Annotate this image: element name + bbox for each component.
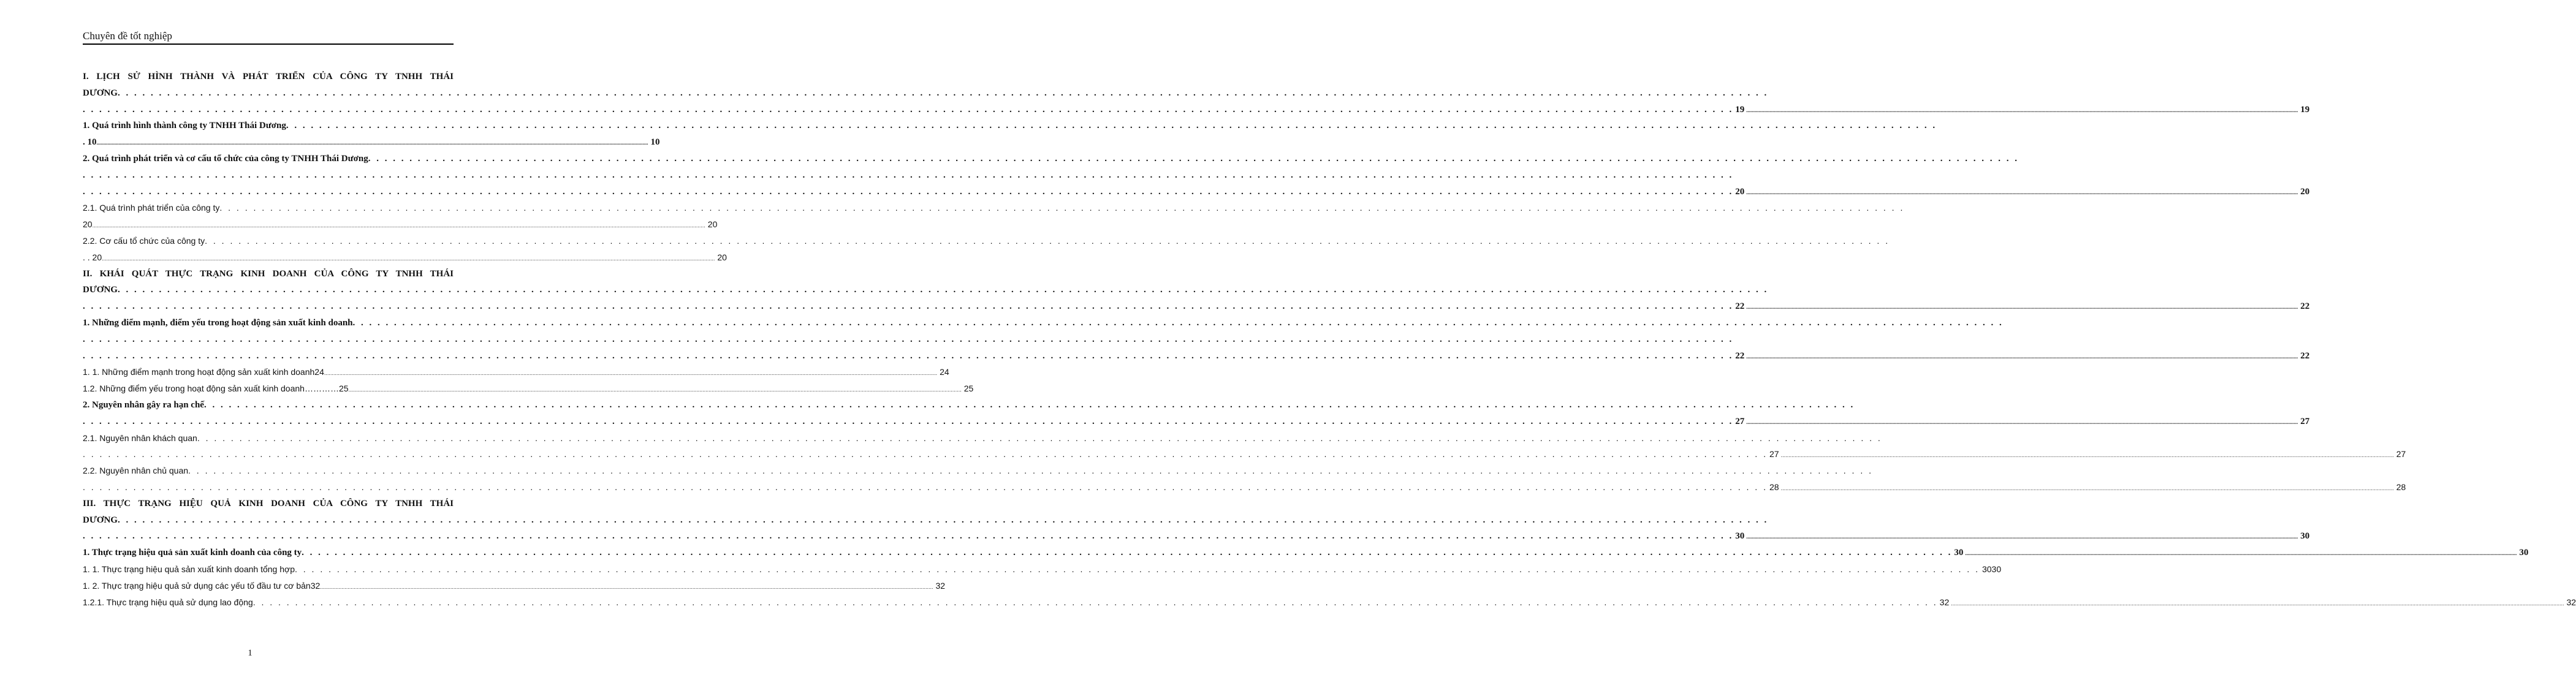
dot-leader: . . . . . . . . . . . . . . . . . . . . . . . . . . . . . . . . . . . . . . . . . . . . . . . . . . . . . . . . . . . . . . . . . . . . . . . . . . . . . . . . . . . . . . . . . . . . . . . . . . . . . . . . . . . . . . . . . . . . . . . . . . . . . . . . . . . . . . . . . . . . . . . . . . . . . . . . . . . . . . . . . . . . . . . . . . . . . . . . . . . . . . . . . . . . . . . . . . . . . . . . [203, 399, 1855, 410]
toc-page-number: 32 [935, 580, 946, 591]
toc-page-ref: 30 [1735, 531, 1745, 542]
toc-page-ref: 32 [1939, 597, 1950, 607]
dot-leader: . . . . . . . . . . . . . . . . . . . . . . . . . . . . . . . . . . . . . . . . . . . . . . . . . . . . . . . . . . . . . . . . . . . . . . . . . . . . . . . . . . . . . . . . . . . . . . . . . . . . . . . . . . . . . . . . . . . . . . . . . . . . . . . . . . . . . . . . . . . . . . . . . . . . . . . . . . . . . . . . . . . . . . . . . . . . . . . . . . . . . . . . . . . . . . . . . . . . . . . . [205, 235, 1890, 246]
toc-entry-text: I. LỊCH SỬ HÌNH THÀNH VÀ PHÁT TRIỂN CỦA CÔNG TY TNHH THÁI [83, 72, 454, 81]
dot-leader: . . . . . . . . . . . . . . . . . . . . . . . . . . . . . . . . . . . . . . . . . . . . . . . . . . . . . . . . . . . . . . . . . . . . . . . . . . . . . . . . . . . . . . . . . . . . . . . . . . . . . . . . . . . . . . . . . . . . . . . . . . . . . . . . . . . . . . . . . . . . . . . . . . . . . . . . . . . . . . . . . . . . . . . . . . . . . . . . . . . . . . . . . . . . . . . . . . . . . . . . [219, 203, 1905, 213]
dot-leader: ................................................................................................................................................................................................................................................................................................................................................................................................................ [1746, 107, 2298, 113]
dot-leader: ................................................................................................................................................................................................................................................................................................................................................................................................................ [102, 255, 715, 262]
dot-leader: ................................................................................................................................................................................................................................................................................................................................................................................................................ [1746, 418, 2298, 425]
toc-entry-text: 2.2. Cơ cấu tổ chức của công ty [83, 235, 205, 246]
dot-leader: . . . . . . . . . . . . . . . . . . . . . . . . . . . . . . . . . . . . . . . . . . . . . . . . . . . . . . . . . . . . . . . . . . . . . . . . . . . . . . . . . . . . . . . . . . . . . . . . . . . . . . . . . . . . . . . . . . . . . . . . . . . . . . . . . . . . . . . . . . . . . . . . . . . . . . . . . . . . . . . . . . . . . . . . . . . . . . . . . . . . . . . . . . . . . . . . . . . . . . . . [83, 186, 1734, 197]
dot-leader: . . . . . . . . . . . . . . . . . . . . . . . . . . . . . . . . . . . . . . . . . . . . . . . . . . . . . . . . . . . . . . . . . . . . . . . . . . . . . . . . . . . . . . . . . . . . . . . . . . . . . . . . . . . . . . . . . . . . . . . . . . . . . . . . . . . . . . . . . . . . . . . . . . . . . . . . . . . . . . . . . . . . . . . . . . . . . . . . . . . . . . . . . . . . . . . . . . . . . . . . [83, 170, 1734, 180]
toc-page-number: 27 [2300, 416, 2310, 426]
toc-entry-text: 1. Những điểm mạnh, điểm yếu trong hoạt động sản xuất kinh doanh [83, 317, 353, 328]
toc-entry-text: DƯƠNG [83, 88, 118, 98]
toc-entry-line[interactable] [83, 348, 2310, 365]
toc-entry-line[interactable] [83, 561, 2002, 578]
toc-page-number: 22 [2300, 301, 2310, 312]
toc-entry-text: 1. 1. Những điểm mạnh trong hoạt động sản xuất kinh doanh24 [83, 367, 324, 377]
dot-leader: ................................................................................................................................................................................................................................................................................................................................................................................................................ [1746, 304, 2298, 311]
dot-leader: . . . . . . . . . . . . . . . . . . . . . . . . . . . . . . . . . . . . . . . . . . . . . . . . . . . . . . . . . . . . . . . . . . . . . . . . . . . . . . . . . . . . . . . . . . . . . . . . . . . . . . . . . . . . . . . . . . . . . . . . . . . . . . . . . . . . . . . . . . . . . . . . . . . . . . . . . . . . . . . . . . . . . . . . . . . . . . . . . . . . . . . . . . . . . . . . . . . . . . . . [83, 416, 1734, 426]
toc-entry-line[interactable] [83, 578, 946, 594]
dot-leader: . . . . . . . . . . . . . . . . . . . . . . . . . . . . . . . . . . . . . . . . . . . . . . . . . . . . . . . . . . . . . . . . . . . . . . . . . . . . . . . . . . . . . . . . . . . . . . . . . . . . . . . . . . . . . . . . . . . . . . . . . . . . . . . . . . . . . . . . . . . . . . . . . . . . . . . . . . . . . . . . . . . . . . . . . . . . . . . . . . . . . . . . . . . . . . . . . . . . . . . . [197, 433, 1882, 443]
toc-entry-text: 1. 1. Thực trạng hiệu quả sản xuất kinh doanh tổng hợp [83, 564, 295, 574]
dot-leader: ................................................................................................................................................................................................................................................................................................................................................................................................................ [1746, 353, 2298, 360]
toc-page-ref: 22 [1735, 301, 1745, 312]
dot-leader: . . . . . . . . . . . . . . . . . . . . . . . . . . . . . . . . . . . . . . . . . . . . . . . . . . . . . . . . . . . . . . . . . . . . . . . . . . . . . . . . . . . . . . . . . . . . . . . . . . . . . . . . . . . . . . . . . . . . . . . . . . . . . . . . . . . . . . . . . . . . . . . . . . . . . . . . . . . . . . . . . . . . . . . . . . . . . . . . . . . . . . . . . . . . . . . . . . . . . . . . [83, 334, 1734, 344]
dot-leader: . . . . . . . . . . . . . . . . . . . . . . . . . . . . . . . . . . . . . . . . . . . . . . . . . . . . . . . . . . . . . . . . . . . . . . . . . . . . . . . . . . . . . . . . . . . . . . . . . . . . . . . . . . . . . . . . . . . . . . . . . . . . . . . . . . . . . . . . . . . . . . . . . . . . . . . . . . . . . . . . . . . . . . . . . . . . . . . . . . . . . . . . . . . . . . . . . . . . . . . . [83, 482, 1768, 492]
toc-entry-line[interactable] [83, 397, 1855, 414]
toc-page-ref: 27 [1769, 449, 1779, 459]
dot-leader: . . . . . . . . . . . . . . . . . . . . . . . . . . . . . . . . . . . . . . . . . . . . . . . . . . . . . . . . . . . . . . . . . . . . . . . . . . . . . . . . . . . . . . . . . . . . . . . . . . . . . . . . . . . . . . . . . . . . . . . . . . . . . . . . . . . . . . . . . . . . . . . . . . . . . . . . . . . . . . . . . . . . . . . . . . . . . . . . . . . . . . . . . . . . . . . . . . . . . . . . [83, 301, 1734, 312]
dot-leader: ................................................................................................................................................................................................................................................................................................................................................................................................................ [1746, 189, 2298, 195]
toc-entry-line[interactable] [83, 282, 1769, 298]
toc-page-ref: 27 [1735, 416, 1745, 426]
toc-page-ref: 28 [1769, 482, 1779, 492]
dot-leader: . . . . . . . . . . . . . . . . . . . . . . . . . . . . . . . . . . . . . . . . . . . . . . . . . . . . . . . . . . . . . . . . . . . . . . . . . . . . . . . . . . . . . . . . . . . . . . . . . . . . . . . . . . . . . . . . . . . . . . . . . . . . . . . . . . . . . . . . . . . . . . . . . . . . . . . . . . . . . . . . . . . . . . . . . . . . . . . . . . . . . . . . . . . . . . . . . . . . . . . . [302, 548, 1953, 558]
toc-entry-line[interactable] [83, 102, 2310, 118]
running-header [83, 29, 454, 45]
toc-entry-line[interactable] [83, 331, 1734, 348]
toc-page-number: 20 [707, 219, 718, 230]
table-of-contents [83, 69, 2576, 610]
toc-entry-text: 2. Nguyên nhân gây ra hạn chế [83, 399, 204, 410]
toc-entry-line[interactable] [83, 315, 2004, 331]
toc-entry-line[interactable] [83, 430, 1882, 447]
dot-leader: ................................................................................................................................................................................................................................................................................................................................................................................................................ [320, 583, 933, 590]
toc-page-number: 20 [2300, 186, 2310, 197]
toc-entry-line[interactable] [83, 118, 1937, 134]
dot-leader: . . . . . . . . . . . . . . . . . . . . . . . . . . . . . . . . . . . . . . . . . . . . . . . . . . . . . . . . . . . . . . . . . . . . . . . . . . . . . . . . . . . . . . . . . . . . . . . . . . . . . . . . . . . . . . . . . . . . . . . . . . . . . . . . . . . . . . . . . . . . . . . . . . . . . . . . . . . . . . . . . . . . . . . . . . . . . . . . . . . . . . . . . . . . . . . . . . . . . . . . [253, 597, 1938, 607]
toc-entry-line[interactable] [83, 364, 949, 380]
dot-leader: ................................................................................................................................................................................................................................................................................................................................................................................................................ [1951, 600, 2564, 607]
toc-entry-line[interactable] [83, 528, 2310, 545]
dot-leader: . . . . . . . . . . . . . . . . . . . . . . . . . . . . . . . . . . . . . . . . . . . . . . . . . . . . . . . . . . . . . . . . . . . . . . . . . . . . . . . . . . . . . . . . . . . . . . . . . . . . . . . . . . . . . . . . . . . . . . . . . . . . . . . . . . . . . . . . . . . . . . . . . . . . . . . . . . . . . . . . . . . . . . . . . . . . . . . . . . . . . . . . . . . . . . . . . . . . . . . . [117, 88, 1769, 98]
toc-entry-text: 1.2.1. Thực trạng hiệu quả sử dụng lao động [83, 597, 253, 607]
toc-entry-line[interactable] [83, 151, 2019, 167]
toc-entry-text: III. THỰC TRẠNG HIỆU QUẢ KINH DOANH CỦA CÔNG TY TNHH THÁI [83, 498, 454, 508]
toc-entry-line[interactable] [83, 184, 2310, 200]
toc-entry-line[interactable] [83, 85, 1769, 102]
toc-entry-line[interactable] [83, 69, 454, 85]
toc-entry-line[interactable] [83, 446, 2406, 463]
toc-page-number: 27 [2396, 449, 2406, 459]
toc-page-ref: 20 [1735, 186, 1745, 197]
dot-leader: . . . . . . . . . . . . . . . . . . . . . . . . . . . . . . . . . . . . . . . . . . . . . . . . . . . . . . . . . . . . . . . . . . . . . . . . . . . . . . . . . . . . . . . . . . . . . . . . . . . . . . . . . . . . . . . . . . . . . . . . . . . . . . . . . . . . . . . . . . . . . . . . . . . . . . . . . . . . . . . . . . . . . . . . . . . . . . . . . . . . . . . . . . . . . . . . . . . . . . . . [83, 350, 1734, 361]
toc-entry-line[interactable] [83, 463, 1874, 479]
dot-leader: ................................................................................................................................................................................................................................................................................................................................................................................................................ [1780, 485, 2394, 491]
dot-leader: ................................................................................................................................................................................................................................................................................................................................................................................................................ [1746, 534, 2298, 540]
toc-entry-line[interactable] [83, 380, 974, 397]
toc-entry-line[interactable] [83, 167, 1734, 184]
toc-entry-text: 2.2. Nguyên nhân chủ quan [83, 466, 189, 476]
dot-leader: ................................................................................................................................................................................................................................................................................................................................................................................................................ [1965, 550, 2517, 557]
toc-entry-text: 2. Quá trình phát triển và cơ cấu tổ chức của công ty TNHH Thái Dương [83, 153, 368, 164]
dot-leader: . . . . . . . . . . . . . . . . . . . . . . . . . . . . . . . . . . . . . . . . . . . . . . . . . . . . . . . . . . . . . . . . . . . . . . . . . . . . . . . . . . . . . . . . . . . . . . . . . . . . . . . . . . . . . . . . . . . . . . . . . . . . . . . . . . . . . . . . . . . . . . . . . . . . . . . . . . . . . . . . . . . . . . . . . . . . . . . . . . . . . . . . . . . . . . . . . . . . . . . . [117, 285, 1769, 295]
toc-entry-text: II. KHÁI QUÁT THỰC TRẠNG KINH DOANH CỦA CÔNG TY TNHH THÁI [83, 268, 454, 279]
toc-entry-text: 1.2. Những điểm yếu trong hoạt động sản xuất kinh doanh…………25 [83, 384, 349, 394]
toc-entry-line[interactable] [83, 298, 2310, 315]
toc-page-ref: 30 [1954, 548, 1964, 558]
header-title: Chuyên đề tốt nghiệp [83, 30, 172, 42]
toc-entry-line[interactable] [83, 479, 2406, 496]
toc-entry-line[interactable] [83, 266, 454, 282]
toc-entry-line[interactable] [83, 496, 454, 512]
toc-page-ref: 22 [1735, 350, 1745, 361]
dot-leader: ................................................................................................................................................................................................................................................................................................................................................................................................................ [324, 370, 938, 377]
toc-page-number: 10 [650, 137, 660, 148]
page-number: 1 [248, 648, 253, 658]
dot-leader: . . . . . . . . . . . . . . . . . . . . . . . . . . . . . . . . . . . . . . . . . . . . . . . . . . . . . . . . . . . . . . . . . . . . . . . . . . . . . . . . . . . . . . . . . . . . . . . . . . . . . . . . . . . . . . . . . . . . . . . . . . . . . . . . . . . . . . . . . . . . . . . . . . . . . . . . . . . . . . . . . . . . . . . . . . . . . . . . . . . . . . . . . . . . . . . . . . . . . . . . [83, 531, 1734, 542]
toc-entry-line[interactable] [83, 545, 2529, 561]
dot-leader: . . . . . . . . . . . . . . . . . . . . . . . . . . . . . . . . . . . . . . . . . . . . . . . . . . . . . . . . . . . . . . . . . . . . . . . . . . . . . . . . . . . . . . . . . . . . . . . . . . . . . . . . . . . . . . . . . . . . . . . . . . . . . . . . . . . . . . . . . . . . . . . . . . . . . . . . . . . . . . . . . . . . . . . . . . . . . . . . . . . . . . . . . . . . . . . . . . . . . . . . [83, 449, 1768, 459]
toc-page-number: 3030 [1981, 564, 2002, 574]
dot-leader: ................................................................................................................................................................................................................................................................................................................................................................................................................ [96, 140, 648, 146]
toc-entry-line[interactable] [83, 216, 718, 233]
dot-leader: . . . . . . . . . . . . . . . . . . . . . . . . . . . . . . . . . . . . . . . . . . . . . . . . . . . . . . . . . . . . . . . . . . . . . . . . . . . . . . . . . . . . . . . . . . . . . . . . . . . . . . . . . . . . . . . . . . . . . . . . . . . . . . . . . . . . . . . . . . . . . . . . . . . . . . . . . . . . . . . . . . . . . . . . . . . . . . . . . . . . . . . . . . . . . . . . . . . . . . . . [368, 153, 2019, 164]
toc-page-number: 32 [2566, 597, 2576, 607]
toc-page-number: 25 [963, 384, 974, 394]
toc-page-number: 28 [2396, 482, 2406, 492]
toc-entry-text: 20 [83, 219, 93, 230]
toc-page-number: 30 [2519, 548, 2529, 558]
toc-entry-line[interactable] [83, 134, 660, 151]
toc-page-number: 20 [717, 252, 727, 262]
dot-leader: . . . . . . . . . . . . . . . . . . . . . . . . . . . . . . . . . . . . . . . . . . . . . . . . . . . . . . . . . . . . . . . . . . . . . . . . . . . . . . . . . . . . . . . . . . . . . . . . . . . . . . . . . . . . . . . . . . . . . . . . . . . . . . . . . . . . . . . . . . . . . . . . . . . . . . . . . . . . . . . . . . . . . . . . . . . . . . . . . . . . . . . . . . . . . . . . . . . . . . . . [117, 515, 1769, 525]
dot-leader: ................................................................................................................................................................................................................................................................................................................................................................................................................ [348, 387, 962, 393]
toc-entry-text: 2.1. Nguyên nhân khách quan [83, 433, 197, 443]
toc-page-number: 24 [940, 367, 949, 377]
dot-leader: ................................................................................................................................................................................................................................................................................................................................................................................................................ [1780, 452, 2394, 459]
toc-entry-text: DƯƠNG [83, 515, 118, 525]
toc-entry-text: 1. Thực trạng hiệu quả sản xuất kinh doanh của công ty [83, 548, 302, 558]
toc-entry-text: 2.1. Quá trình phát triển của công ty [83, 203, 220, 213]
dot-leader: . . . . . . . . . . . . . . . . . . . . . . . . . . . . . . . . . . . . . . . . . . . . . . . . . . . . . . . . . . . . . . . . . . . . . . . . . . . . . . . . . . . . . . . . . . . . . . . . . . . . . . . . . . . . . . . . . . . . . . . . . . . . . . . . . . . . . . . . . . . . . . . . . . . . . . . . . . . . . . . . . . . . . . . . . . . . . . . . . . . . . . . . . . . . . . . . . . . . . . . . [352, 317, 2004, 328]
dot-leader: . . . . . . . . . . . . . . . . . . . . . . . . . . . . . . . . . . . . . . . . . . . . . . . . . . . . . . . . . . . . . . . . . . . . . . . . . . . . . . . . . . . . . . . . . . . . . . . . . . . . . . . . . . . . . . . . . . . . . . . . . . . . . . . . . . . . . . . . . . . . . . . . . . . . . . . . . . . . . . . . . . . . . . . . . . . . . . . . . . . . . . . . . . . . . . . . . . . . . . . . [188, 466, 1874, 476]
toc-entry-line[interactable] [83, 594, 2576, 611]
toc-entry-line[interactable] [83, 249, 727, 266]
dot-leader: ................................................................................................................................................................................................................................................................................................................................................................................................................ [92, 222, 705, 229]
toc-entry-text: 1. Quá trình hình thành công ty TNHH Thái Dương [83, 121, 286, 131]
dot-leader: . . . . . . . . . . . . . . . . . . . . . . . . . . . . . . . . . . . . . . . . . . . . . . . . . . . . . . . . . . . . . . . . . . . . . . . . . . . . . . . . . . . . . . . . . . . . . . . . . . . . . . . . . . . . . . . . . . . . . . . . . . . . . . . . . . . . . . . . . . . . . . . . . . . . . . . . . . . . . . . . . . . . . . . . . . . . . . . . . . . . . . . . . . . . . . . . . . . . . . . . [286, 121, 1937, 131]
toc-entry-line[interactable] [83, 233, 1890, 249]
toc-entry-text: 1. 2. Thực trạng hiệu quả sử dụng các yếu tố đầu tư cơ bản32 [83, 580, 321, 591]
toc-page-number: 30 [2300, 531, 2310, 542]
toc-entry-text: . 10 [83, 137, 97, 148]
toc-entry-text: . . 20 [83, 252, 102, 262]
toc-page-number: 22 [2300, 350, 2310, 361]
dot-leader: . . . . . . . . . . . . . . . . . . . . . . . . . . . . . . . . . . . . . . . . . . . . . . . . . . . . . . . . . . . . . . . . . . . . . . . . . . . . . . . . . . . . . . . . . . . . . . . . . . . . . . . . . . . . . . . . . . . . . . . . . . . . . . . . . . . . . . . . . . . . . . . . . . . . . . . . . . . . . . . . . . . . . . . . . . . . . . . . . . . . . . . . . . . . . . . . . . . . . . . . [83, 104, 1734, 115]
toc-entry-line[interactable] [83, 414, 2310, 430]
toc-page-number: 19 [2300, 104, 2310, 115]
dot-leader: . . . . . . . . . . . . . . . . . . . . . . . . . . . . . . . . . . . . . . . . . . . . . . . . . . . . . . . . . . . . . . . . . . . . . . . . . . . . . . . . . . . . . . . . . . . . . . . . . . . . . . . . . . . . . . . . . . . . . . . . . . . . . . . . . . . . . . . . . . . . . . . . . . . . . . . . . . . . . . . . . . . . . . . . . . . . . . . . . . . . . . . . . . . . . . . . . . . . . . . . [294, 564, 1980, 574]
toc-entry-line[interactable] [83, 200, 1905, 216]
toc-page-ref: 19 [1735, 104, 1745, 115]
toc-entry-line[interactable] [83, 512, 1769, 529]
toc-entry-text: DƯƠNG [83, 285, 118, 295]
